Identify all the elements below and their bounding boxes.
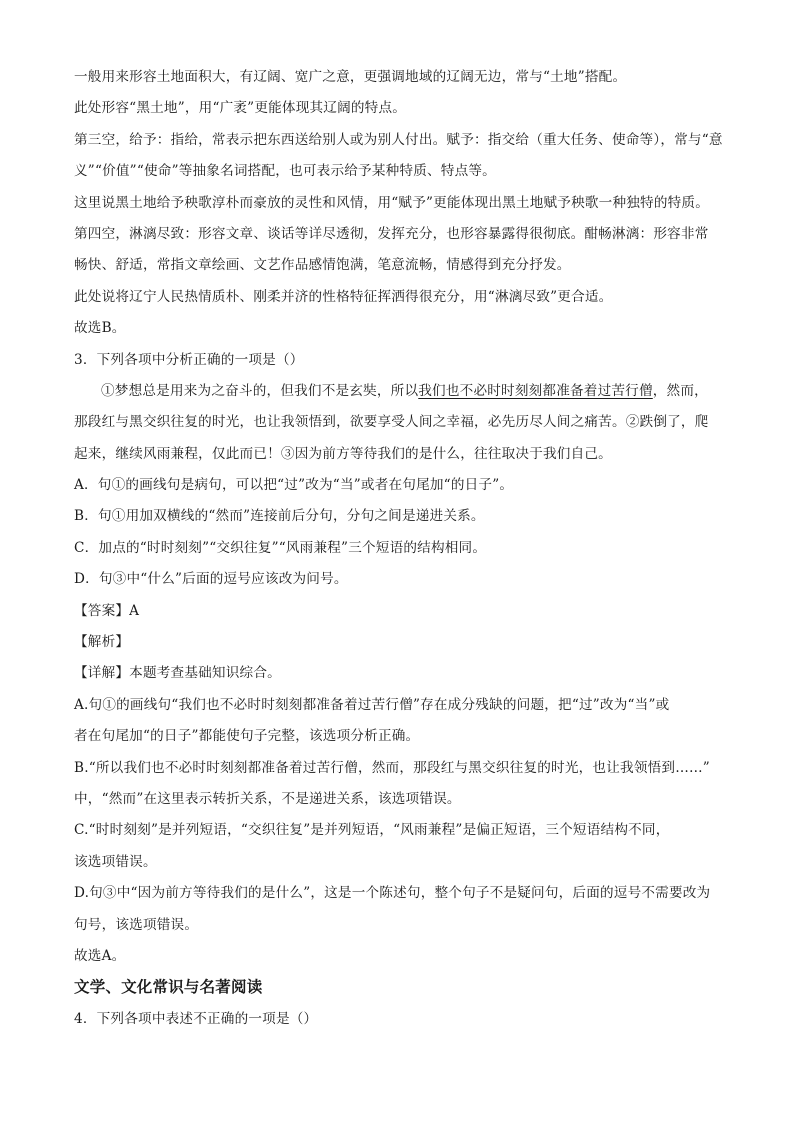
explanation-line: C.“时时刻刻”是并列短语，“交织往复”是并列短语，“风雨兼程”是偏正短语，三个短语结构不同， (74, 822, 670, 839)
text-line: 这里说黑土地给予秧歌淳朴而豪放的灵性和风情，用“赋予”更能体现出黑土地赋予秧歌一种独特的特质。 (74, 194, 710, 211)
text-line: 义”“价值”“使命”等抽象名词搭配，也可表示给予某种特质、特点等。 (74, 163, 496, 180)
explanation-line: D.句③中“因为前方等待我们的是什么”，这是一个陈述句，整个句子不是疑问句，后面的逗号不需要改为 (74, 885, 711, 902)
explanation-line: B.“所以我们也不必时时刻刻都准备着过苦行僧，然而，那段红与黑交织往复的时光，也让我领悟到……” (74, 759, 710, 776)
q3-option-c: C．加点的“时时刻刻”“交织往复”“风雨兼程”三个短语的结构相同。 (74, 539, 487, 556)
text-line: 畅快、舒适，常指文章绘画、文艺作品感情饱满，笔意流畅，情感得到充分抒发。 (74, 257, 571, 274)
text-line: 此处形容“黑土地”，用“广袤”更能体现其辽阔的特点。 (74, 100, 407, 117)
q3-underlined-sentence: 我们也不必时时刻刻都准备着过苦行僧 (418, 382, 653, 399)
q3-option-a: A．句①的画线句是病句，可以把“过”改为“当”或者在句尾加“的日子”。 (74, 477, 514, 494)
explanation-line: A.句①的画线句“我们也不必时时刻刻都准备着过苦行僧”存在成分残缺的问题，把“过”改为“当”或 (74, 696, 670, 713)
text-line: 一般用来形容土地面积大，有辽阔、宽广之意，更强调地域的辽阔无边，常与“土地”搭配。 (74, 69, 627, 85)
explanation-line: 该选项错误。 (74, 853, 157, 870)
explanation-line: 【详解】本题考查基础知识综合。 (74, 665, 281, 682)
text-line: 第四空，淋漓尽致：形容文章、谈话等详尽透彻，发挥充分，也形容暴露得很彻底。酣畅淋漓：形容非常 (74, 225, 709, 242)
conclusion-line: 故选B。 (74, 320, 126, 337)
section-heading: 文学、文化常识与名著阅读 (74, 978, 263, 997)
document-page (74, 62, 734, 1035)
analysis-label: 【解析】 (74, 634, 130, 651)
answer-label: 【答案】A (74, 602, 140, 619)
explanation-line: 句号，该选项错误。 (74, 916, 199, 933)
q3-option-b: B．句①用加双横线的“然而”连接前后分句，分句之间是递进关系。 (74, 508, 485, 525)
question-3-stem: 3．下列各项中分析正确的一项是（） (74, 351, 304, 368)
text-line: 第三空，给予：指给，常表示把东西送给别人或为别人付出。赋予：指交给（重大任务、使命等），常与“意 (74, 131, 723, 148)
q3-passage-line-3: 起来，继续风雨兼程，仅此而已！③因为前方等待我们的是什么，往往取决于我们自己。 (74, 445, 612, 462)
q3-passage-text: ①梦想总是用来为之奋斗的，但我们不是玄奘，所以 (101, 382, 419, 399)
explanation-line: 中，“然而”在这里表示转折关系，不是递进关系，该选项错误。 (74, 790, 461, 807)
q3-passage-line-1 (74, 376, 734, 407)
q3-passage-line-2: 那段红与黑交织往复的时光，也让我领悟到，欲要享受人间之幸福，必先历尽人间之痛苦。②跌倒了，爬 (74, 414, 709, 431)
explanation-line: 者在句尾加“的日子”都能使句子完整，该选项分析正确。 (74, 728, 420, 745)
explanation-conclusion: 故选A。 (74, 947, 126, 964)
q3-option-d: D．句③中“什么”后面的逗号应该改为问号。 (74, 571, 348, 588)
text-line: 此处说将辽宁人民热情质朴、刚柔并济的性格特征挥洒得很充分，用“淋漓尽致”更合适。 (74, 288, 613, 305)
question-4-stem: 4．下列各项中表述不正确的一项是（） (74, 1010, 318, 1027)
q3-passage-text: ，然而， (652, 382, 708, 399)
